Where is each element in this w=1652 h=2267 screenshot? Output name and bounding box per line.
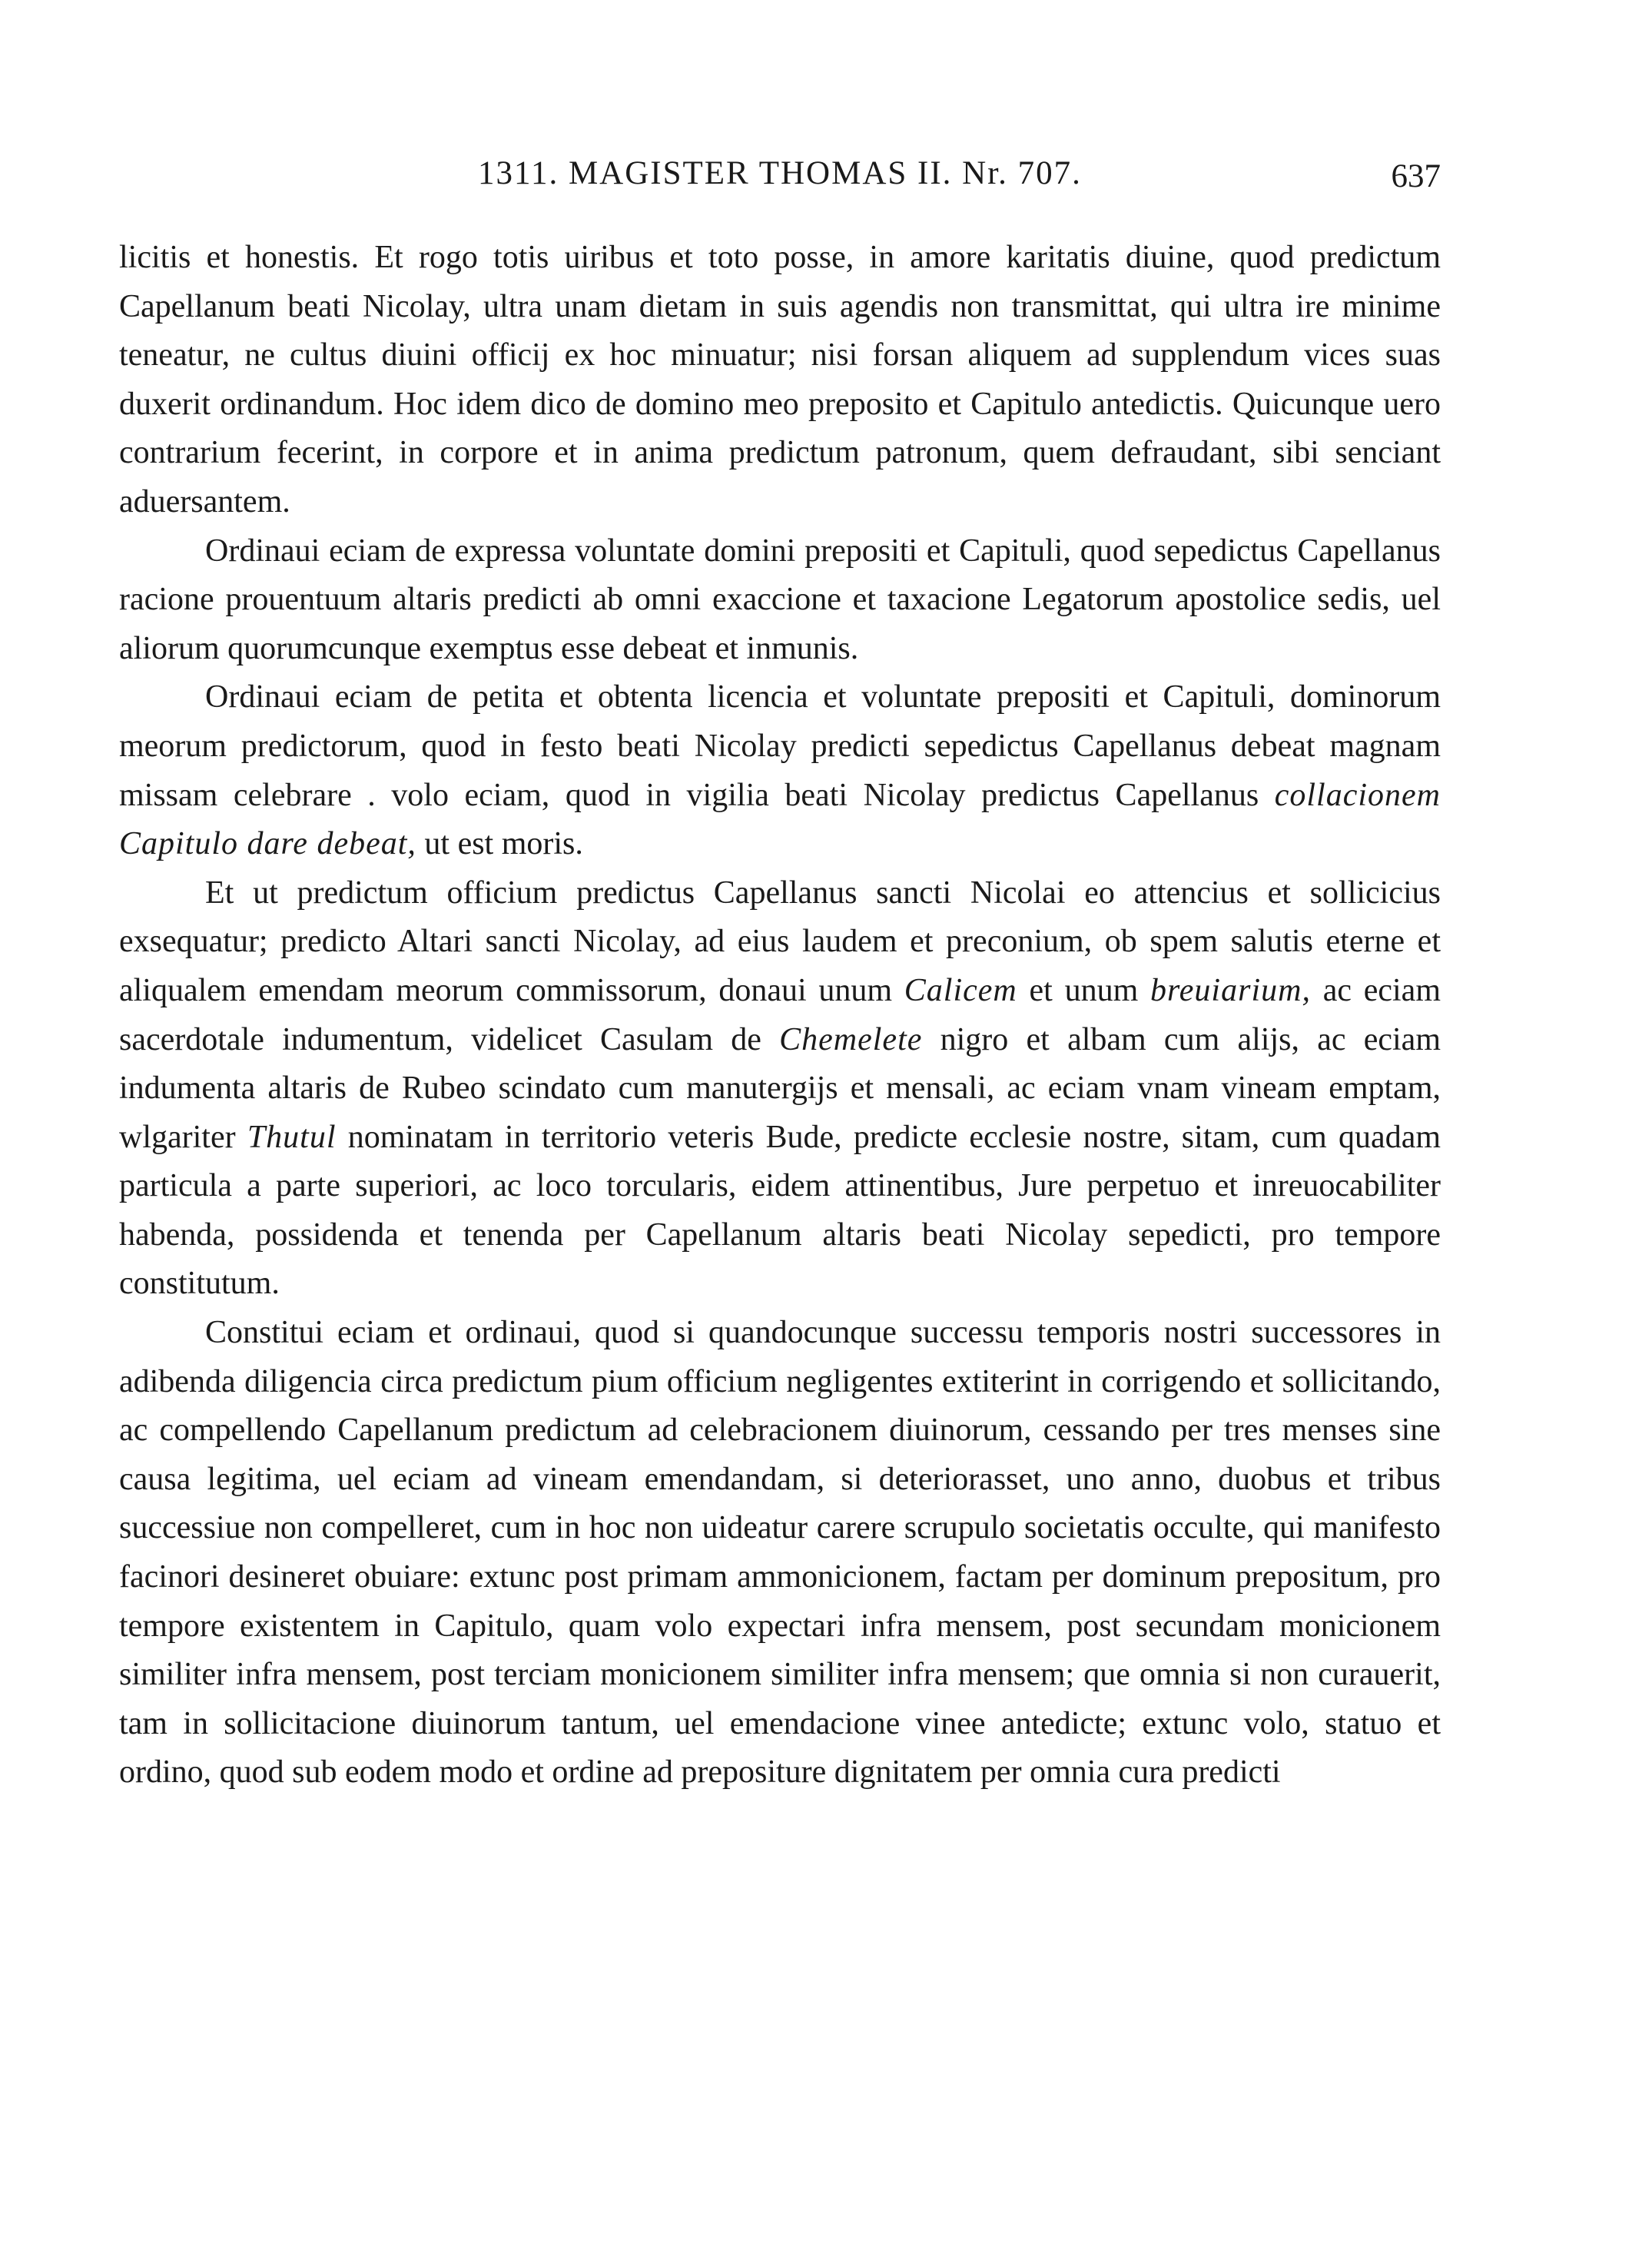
paragraph — [119, 527, 1441, 674]
text-segment: Ordinaui eciam de petita et obtenta licencia et voluntate prepositi et Capituli, dominorum meorum predictorum, quod in festo beati Nicolay predicti sepedictus Capellanus debeat magnam missam celebrare . volo eciam, quod in vigilia beati Nicolay predictus Capellanus — [119, 679, 1441, 813]
text-segment: Constitui eciam et ordinaui, quod si quandocunque successu temporis nostri successores in adibenda diligencia circa predictum pium officium negligentes extiterint in corrigendo et sollicitando, ac compellendo Capellanum predictum ad celebracionem diuinorum, cessando per tres menses sine causa legitima, uel eciam ad vineam emendandam, si deteriorasset, uno anno, duobus et tribus successiue non compelleret, cum in hoc non uideatur carere scrupulo societatis occulte, qui manifesto facinori desineret obuiare: extunc post primam ammonicionem, factam per dominum prepositum, pro tempore existentem in Capitulo, quam volo expectari infra mensem, post secundam monicionem similiter infra mensem, post terciam monicionem similiter infra mensem; que omnia si non curauerit, tam in sollicitacione diuinorum tantum, uel emendacione vinee antedicte; extunc volo, statuo et ordino, quod sub eodem modo et ordine ad prepositure dignitatem per omnia cura predicti — [119, 1315, 1441, 1791]
text-segment: nominatam in territorio veteris Bude, predicte ecclesie nostre, sitam, cum quadam particula a parte superiori, ac loco torcularis, eidem attinentibus, Jure perpetuo et inreuocabiliter habenda, possidenda et tenenda per Capellanum altaris beati Nicolay sepedicti, pro tempore constitutum. — [119, 1119, 1441, 1302]
paragraph — [119, 234, 1441, 527]
text-segment: licitis et honestis. Et rogo totis uiribus et toto posse, in amore karitatis diuine, quod predictum Capellanum beati Nicolay, ultra unam dietam in suis agendis non transmittat, qui ultra ire minime teneatur, ne cultus diuini officij ex hoc minuatur; nisi forsan aliquem ad supplendum vices suas duxerit ordinandum. Hoc idem dico de domino meo preposito et Capitulo antedictis. Quicunque uero contrarium fecerint, in corpore et in anima predictum patronum, quem defraudant, sibi senciant aduersantem. — [119, 240, 1441, 519]
italic-segment: Thutul — [247, 1119, 337, 1155]
text-segment: nigro et albam cum alijs, ac eciam indumenta altaris de Rubeo scindato cum manutergijs et mensali, ac eciam vnam vineam emptam, wlgariter — [119, 1021, 1441, 1155]
paragraph — [119, 869, 1441, 1309]
text-segment: et unum — [1017, 972, 1150, 1008]
italic-segment: Chemelete — [779, 1021, 923, 1057]
text-segment: ac eciam sacerdotale indumentum, videlicet Casulam de — [119, 972, 1441, 1057]
body-text — [119, 234, 1441, 1797]
running-head — [119, 151, 1441, 197]
text-segment: Ordinaui eciam de expressa voluntate domini prepositi et Capituli, quod sepedictus Capellanus racione prouentuum altaris predicti ab omni exaccione et taxacione Legatorum apostolice sedis, uel aliorum quorumcunque exemptus esse debeat et inmunis. — [119, 533, 1441, 666]
paragraph — [119, 673, 1441, 868]
text-segment: Et ut predictum officium predictus Capellanus sancti Nicolai eo attencius et sollicicius exsequatur; predicto Altari sancti Nicolay, ad eius laudem et preconium, ob spem salutis eterne et aliqualem emendam meorum commissorum, donaui unum — [119, 875, 1441, 1008]
italic-segment: Calicem — [904, 972, 1017, 1008]
italic-segment: collacionem Capitulo dare debeat, — [119, 777, 1441, 862]
page-number: 637 — [1391, 158, 1441, 194]
paragraph — [119, 1309, 1441, 1797]
running-title: 1311. MAGISTER THOMAS II. Nr. 707. — [478, 155, 1082, 191]
text-segment: ut est moris. — [416, 826, 583, 862]
italic-segment: breuiarium, — [1150, 972, 1311, 1008]
